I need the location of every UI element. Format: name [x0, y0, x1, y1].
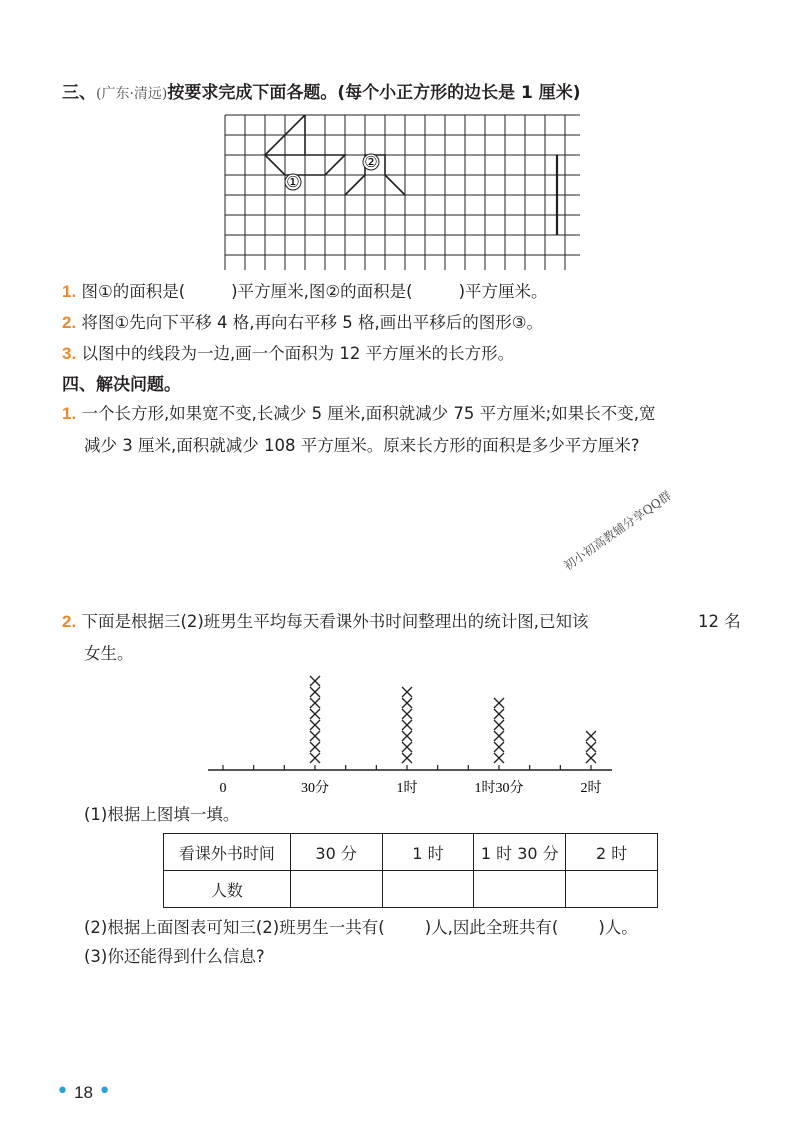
sub2-text-a: (2)根据上面图表可知三(2)班男生一共有(: [84, 918, 385, 937]
table-cell: 30 分: [290, 834, 382, 871]
table-cell: 1 时 30 分: [474, 834, 566, 871]
table-row: [164, 871, 658, 908]
section-number: 三、: [62, 83, 96, 103]
question-number: 1.: [62, 282, 77, 301]
p1-line1-text: 一个长方形,如果宽不变,长减少 5 厘米,面积就减少 75 平方厘米;如果长不变,宽: [81, 404, 656, 423]
q1-text-c: )平方厘米。: [458, 282, 548, 301]
x-mark: [310, 731, 320, 741]
table-cell: 2 时: [566, 834, 658, 871]
x-mark: [402, 720, 412, 730]
answer-cell[interactable]: [566, 871, 658, 908]
sub-question-2: [84, 917, 638, 939]
tick-label: 1时: [396, 781, 418, 796]
x-mark: [402, 731, 412, 741]
x-mark: [310, 720, 320, 730]
x-mark: [310, 742, 320, 752]
dot-plot-chart: [200, 665, 620, 800]
watermark: 初小初高教辅分享QQ群: [561, 488, 674, 574]
x-mark: [586, 742, 596, 752]
answer-cell[interactable]: [474, 871, 566, 908]
section-4-heading: 四、解决问题。: [62, 375, 181, 395]
q1-text-b: )平方厘米,图②的面积是(: [231, 282, 413, 301]
problem-4-1-line2: 减少 3 厘米,面积就减少 108 平方厘米。原来长方形的面积是多少平方厘米?: [84, 436, 640, 455]
section-3-heading: [62, 82, 581, 105]
x-mark: [402, 753, 412, 763]
question-number: 3.: [62, 344, 77, 363]
page-footer: [56, 1079, 111, 1104]
p2-line1-text: 下面是根据三(2)班男生平均每天看课外书时间整理出的统计图,已知该: [81, 612, 589, 631]
x-mark: [310, 709, 320, 719]
problem-4-2-line1: [62, 611, 589, 633]
shape-1-label: ①: [286, 173, 300, 191]
sub-question-3: (3)你还能得到什么信息?: [84, 947, 265, 966]
x-mark: [402, 698, 412, 708]
x-mark: [402, 742, 412, 752]
table-row: [164, 834, 658, 871]
problem-number: 1.: [62, 404, 77, 423]
question-number: 2.: [62, 313, 77, 332]
q1-text-a: 图①的面积是(: [81, 282, 186, 301]
x-mark: [494, 731, 504, 741]
question-3-2: [62, 312, 543, 334]
x-mark: [586, 753, 596, 763]
q3-text: 以图中的线段为一边,画一个面积为 12 平方厘米的长方形。: [81, 344, 515, 363]
sub2-text-b: )人,因此全班共有(: [424, 918, 559, 937]
tick-label: 0: [219, 781, 227, 796]
answer-cell[interactable]: [382, 871, 474, 908]
x-mark: [494, 709, 504, 719]
x-mark: [310, 676, 320, 686]
table-cell: 1 时: [382, 834, 474, 871]
x-mark: [494, 698, 504, 708]
tick-label: 30分: [301, 781, 329, 796]
answer-cell[interactable]: [290, 871, 382, 908]
problem-4-1-line1: [62, 403, 655, 425]
x-mark: [310, 753, 320, 763]
x-mark: [310, 687, 320, 697]
x-mark: [402, 709, 412, 719]
x-mark: [494, 720, 504, 730]
footer-dot-icon: •: [98, 1079, 112, 1104]
sub-question-1: (1)根据上图填一填。: [84, 805, 240, 824]
source-tag: (广东·清远): [96, 86, 168, 102]
question-3-3: [62, 343, 514, 365]
tick-label: 2时: [580, 781, 602, 796]
footer-dot-icon: •: [56, 1079, 69, 1104]
shape-2-label: ②: [364, 153, 378, 171]
x-mark: [494, 753, 504, 763]
x-mark: [494, 742, 504, 752]
stat-table: [163, 833, 658, 908]
x-mark: [586, 731, 596, 741]
table-header-cell: 人数: [164, 871, 291, 908]
problem-number: 2.: [62, 612, 77, 631]
x-mark: [310, 698, 320, 708]
question-3-1: [62, 281, 548, 303]
q2-text: 将图①先向下平移 4 格,再向右平移 5 格,画出平移后的图形③。: [81, 313, 543, 332]
page-number: 18: [74, 1083, 93, 1102]
tick-label: 1时30分: [474, 781, 524, 796]
table-header-cell: 看课外书时间: [164, 834, 291, 871]
problem-4-2-line1-tail: 12 名: [698, 612, 741, 631]
section-3-title: 按要求完成下面各题。(每个小正方形的边长是 1 厘米): [167, 83, 581, 103]
sub2-text-c: )人。: [598, 918, 638, 937]
problem-4-2-line2: 女生。: [84, 644, 134, 663]
x-mark: [402, 687, 412, 697]
grid-figure: [220, 110, 580, 270]
